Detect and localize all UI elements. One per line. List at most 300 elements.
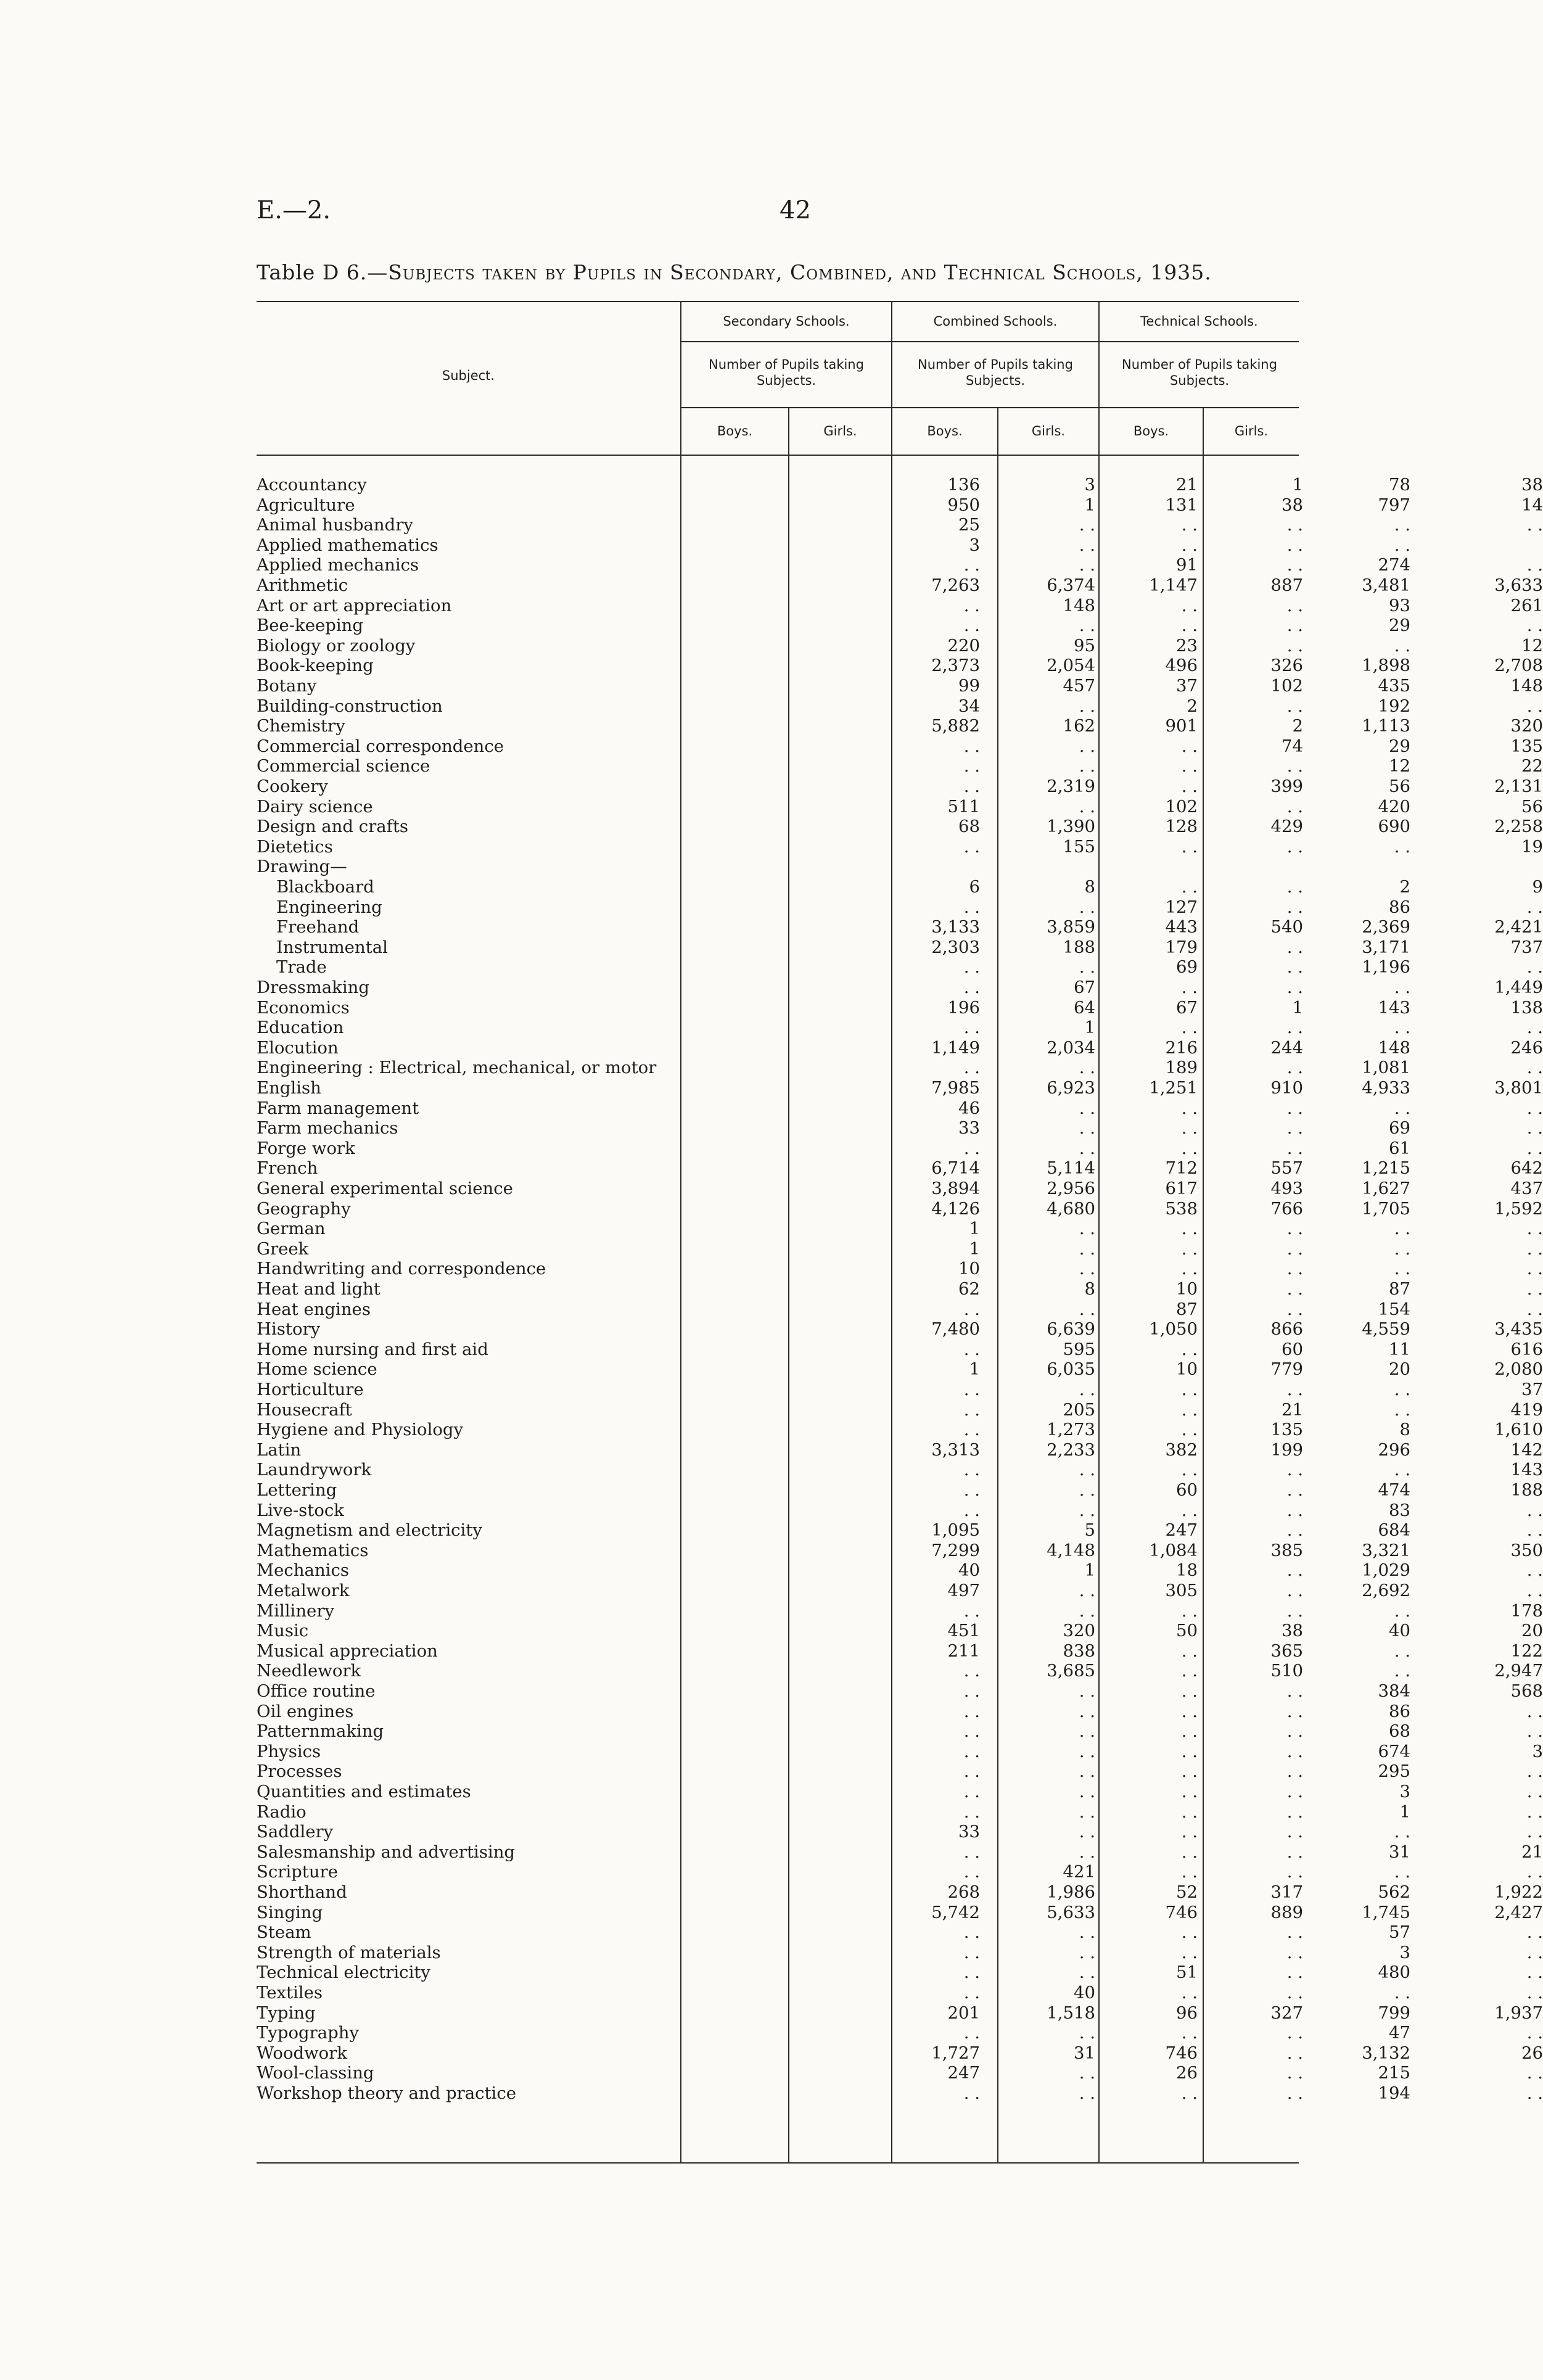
- value-cell: 3,321: [1362, 1540, 1410, 1560]
- value-cell: . .: [1079, 696, 1095, 716]
- value-cell: 474: [1378, 1480, 1410, 1500]
- subject-cell: Workshop theory and practice: [257, 2083, 517, 2103]
- value-cell: . .: [1394, 1862, 1410, 1882]
- table-row: [257, 1118, 1543, 1139]
- subject-cell: Saddlery: [257, 1822, 334, 1842]
- value-cell: 1: [1399, 1801, 1410, 1822]
- value-cell: 295: [1378, 1761, 1410, 1782]
- value-cell: . .: [1079, 1701, 1095, 1721]
- value-cell: . .: [1526, 1138, 1543, 1158]
- subject-cell: Book-keeping: [257, 656, 374, 676]
- value-cell: . .: [1526, 2023, 1543, 2043]
- subject-cell: Dietetics: [257, 836, 333, 857]
- value-cell: . .: [1286, 1460, 1303, 1480]
- value-cell: 1,251: [1149, 1078, 1198, 1098]
- header-sub-rule: [680, 407, 1299, 408]
- value-cell: . .: [1394, 978, 1410, 997]
- value-cell: . .: [1181, 1339, 1198, 1359]
- value-cell: 40: [958, 1560, 980, 1581]
- value-cell: . .: [1181, 1822, 1198, 1842]
- value-cell: . .: [1286, 1962, 1303, 1983]
- table-row: [257, 1359, 1543, 1380]
- value-cell: 3,685: [1047, 1661, 1095, 1681]
- subject-cell: Typography: [257, 2023, 360, 2043]
- table-row: [257, 555, 1543, 575]
- value-cell: 737: [1510, 937, 1543, 957]
- value-cell: 6,639: [1047, 1319, 1095, 1340]
- value-cell: 93: [1389, 595, 1410, 616]
- value-cell: . .: [1286, 1098, 1303, 1118]
- table-row: [257, 796, 1543, 817]
- value-cell: . .: [1286, 1681, 1303, 1701]
- value-cell: . .: [1526, 1761, 1543, 1782]
- value-cell: . .: [1286, 1018, 1303, 1038]
- value-cell: . .: [1526, 1520, 1543, 1541]
- value-cell: . .: [1394, 836, 1410, 857]
- value-cell: 1,029: [1362, 1560, 1410, 1581]
- value-cell: 4,148: [1047, 1540, 1095, 1560]
- value-cell: . .: [1526, 1962, 1543, 1983]
- subject-cell: Dairy science: [257, 796, 373, 817]
- value-cell: . .: [1181, 515, 1198, 535]
- value-cell: . .: [1394, 515, 1410, 535]
- header-group-rule: [680, 341, 1299, 342]
- value-cell: . .: [963, 1942, 980, 1962]
- table-row: [257, 1902, 1543, 1923]
- value-cell: 51: [1176, 1962, 1198, 1983]
- value-cell: 568: [1510, 1681, 1543, 1701]
- value-cell: 3,801: [1494, 1078, 1543, 1098]
- page-header: [257, 196, 1299, 239]
- value-cell: . .: [1079, 1259, 1095, 1279]
- value-cell: . .: [1181, 1983, 1198, 2003]
- value-cell: 1,986: [1047, 1882, 1095, 1902]
- value-cell: 901: [1165, 716, 1198, 736]
- table-row: [257, 1842, 1543, 1863]
- value-cell: 38: [1282, 495, 1303, 515]
- value-cell: 435: [1378, 676, 1410, 696]
- subject-cell: Design and crafts: [257, 817, 409, 837]
- value-cell: 746: [1165, 1902, 1198, 1922]
- value-cell: 56: [1521, 796, 1543, 817]
- value-cell: . .: [963, 957, 980, 978]
- value-cell: 1,084: [1149, 1540, 1198, 1560]
- value-cell: . .: [1079, 1600, 1095, 1621]
- value-cell: 67: [1074, 978, 1095, 997]
- value-cell: 102: [1165, 796, 1198, 817]
- value-cell: 21: [1521, 1842, 1543, 1862]
- subject-cell: General experimental science: [257, 1179, 513, 1198]
- table-row: [257, 1882, 1543, 1903]
- value-cell: 148: [1378, 1037, 1410, 1058]
- value-cell: 215: [1378, 2063, 1410, 2083]
- value-cell: . .: [963, 736, 980, 756]
- table-row: [257, 1621, 1543, 1641]
- subject-cell: Education: [257, 1018, 344, 1038]
- value-cell: . .: [963, 555, 980, 575]
- value-cell: 201: [947, 2003, 980, 2023]
- table-row: [257, 1138, 1543, 1159]
- value-cell: 83: [1389, 1500, 1410, 1520]
- table-row: [257, 1701, 1543, 1722]
- value-cell: 1,518: [1047, 2003, 1095, 2023]
- value-cell: 3,481: [1362, 575, 1410, 595]
- value-cell: . .: [1286, 2043, 1303, 2063]
- value-cell: 99: [958, 676, 980, 696]
- value-cell: . .: [1394, 1822, 1410, 1842]
- value-cell: 3,133: [931, 917, 980, 937]
- value-cell: 1,922: [1494, 1882, 1543, 1902]
- table-row: [257, 1460, 1543, 1480]
- value-cell: 2,034: [1047, 1037, 1095, 1058]
- page-reference: E.—2.: [257, 196, 331, 224]
- table-row: [257, 1942, 1543, 1963]
- value-cell: . .: [1286, 1801, 1303, 1822]
- value-cell: . .: [1286, 1862, 1303, 1882]
- table-row: [257, 495, 1543, 516]
- value-cell: . .: [1526, 616, 1543, 636]
- value-cell: 1: [1084, 495, 1095, 515]
- table-row: [257, 877, 1543, 897]
- value-cell: . .: [1181, 1661, 1198, 1681]
- table-row: [257, 1962, 1543, 1983]
- value-cell: . .: [1526, 1238, 1543, 1259]
- subject-cell: Singing: [257, 1902, 323, 1922]
- value-cell: 1,937: [1494, 2003, 1543, 2023]
- subject-cell: Musical appreciation: [257, 1641, 438, 1661]
- table-row: [257, 776, 1543, 797]
- value-cell: . .: [1286, 957, 1303, 978]
- value-cell: 96: [1176, 2003, 1198, 2023]
- value-cell: 18: [1176, 1560, 1198, 1581]
- value-cell: 326: [1270, 656, 1303, 676]
- value-cell: 10: [1176, 1279, 1198, 1299]
- value-cell: . .: [1079, 1942, 1095, 1962]
- table-row: [257, 756, 1543, 776]
- value-cell: 317: [1270, 1882, 1303, 1902]
- table-row: [257, 1983, 1543, 2003]
- table-row: [257, 1098, 1543, 1119]
- technical-boys-header: Boys.: [1133, 424, 1169, 439]
- value-cell: . .: [1181, 2083, 1198, 2103]
- subject-cell: Blackboard: [276, 877, 374, 897]
- subject-cell: Laundrywork: [257, 1460, 372, 1480]
- value-cell: . .: [1181, 1098, 1198, 1118]
- technical-girls-header: Girls.: [1234, 424, 1269, 439]
- table-row: [257, 978, 1543, 998]
- value-cell: . .: [1181, 1399, 1198, 1420]
- value-cell: 3,171: [1362, 937, 1410, 957]
- value-cell: 87: [1176, 1299, 1198, 1319]
- value-cell: . .: [1079, 515, 1095, 535]
- value-cell: . .: [1286, 1118, 1303, 1139]
- value-cell: 142: [1510, 1439, 1543, 1460]
- value-cell: 34: [958, 696, 980, 716]
- table-row: [257, 1299, 1543, 1320]
- value-cell: 4,126: [931, 1198, 980, 1219]
- value-cell: 216: [1165, 1037, 1198, 1058]
- value-cell: . .: [1394, 1018, 1410, 1038]
- value-cell: 86: [1389, 1701, 1410, 1721]
- value-cell: 684: [1378, 1520, 1410, 1541]
- value-cell: . .: [1286, 1238, 1303, 1259]
- value-cell: . .: [963, 776, 980, 796]
- value-cell: . .: [1286, 1922, 1303, 1943]
- value-cell: 244: [1270, 1037, 1303, 1058]
- value-cell: . .: [963, 2083, 980, 2103]
- value-cell: . .: [1526, 1058, 1543, 1078]
- value-cell: . .: [1181, 1380, 1198, 1399]
- value-cell: 779: [1270, 1359, 1303, 1380]
- table-row: [257, 1339, 1543, 1360]
- value-cell: . .: [963, 1782, 980, 1801]
- value-cell: . .: [1394, 1600, 1410, 1621]
- value-cell: . .: [1079, 1500, 1095, 1520]
- value-cell: . .: [1526, 1098, 1543, 1118]
- value-cell: 5: [1084, 1520, 1095, 1541]
- value-cell: 1: [1084, 1018, 1095, 1038]
- table-title-text: —Subjects taken by Pupils in Secondary, Combined, and Technical Schools, 1935.: [367, 260, 1212, 284]
- table-row: [257, 1600, 1543, 1621]
- table-row: [257, 1540, 1543, 1561]
- value-cell: 211: [947, 1641, 980, 1661]
- value-cell: 421: [1063, 1862, 1095, 1882]
- value-cell: 4,680: [1047, 1198, 1095, 1219]
- value-cell: 887: [1270, 575, 1303, 595]
- value-cell: . .: [963, 1741, 980, 1761]
- subject-cell: Instrumental: [276, 937, 388, 957]
- value-cell: 1,050: [1149, 1319, 1198, 1340]
- value-cell: 122: [1510, 1641, 1543, 1661]
- value-cell: 64: [1074, 997, 1095, 1018]
- subject-cell: Agriculture: [257, 495, 355, 515]
- value-cell: 143: [1510, 1460, 1543, 1480]
- value-cell: 451: [947, 1621, 980, 1641]
- value-cell: 61: [1389, 1138, 1410, 1158]
- value-cell: . .: [1526, 1862, 1543, 1882]
- value-cell: . .: [963, 1681, 980, 1701]
- table-row: [257, 1420, 1543, 1440]
- value-cell: . .: [1526, 1983, 1543, 2003]
- subject-cell: Salesmanship and advertising: [257, 1842, 516, 1862]
- value-cell: . .: [963, 836, 980, 857]
- value-cell: 746: [1165, 2043, 1198, 2063]
- value-cell: . .: [1526, 1822, 1543, 1842]
- value-cell: 2,708: [1494, 656, 1543, 676]
- value-cell: . .: [1286, 1380, 1303, 1399]
- table-row: [257, 1801, 1543, 1822]
- value-cell: . .: [1079, 2063, 1095, 2083]
- value-cell: . .: [963, 1460, 980, 1480]
- value-cell: . .: [1526, 957, 1543, 978]
- value-cell: 4,933: [1362, 1078, 1410, 1098]
- table-row: [257, 1380, 1543, 1400]
- value-cell: 25: [958, 515, 980, 535]
- value-cell: 320: [1063, 1621, 1095, 1641]
- value-cell: 6: [969, 877, 980, 897]
- value-cell: 148: [1510, 676, 1543, 696]
- value-cell: . .: [1286, 978, 1303, 997]
- value-cell: 86: [1389, 897, 1410, 917]
- value-cell: . .: [1079, 1962, 1095, 1983]
- value-cell: . .: [1286, 2063, 1303, 2083]
- value-cell: . .: [1286, 1520, 1303, 1541]
- value-cell: . .: [1526, 1279, 1543, 1299]
- table-row: [257, 1058, 1543, 1078]
- value-cell: 67: [1176, 997, 1198, 1018]
- value-cell: 46: [958, 1098, 980, 1118]
- value-cell: . .: [1394, 635, 1410, 656]
- value-cell: . .: [1079, 1922, 1095, 1943]
- value-cell: 60: [1282, 1339, 1303, 1359]
- value-cell: 12: [1521, 635, 1543, 656]
- value-cell: . .: [1079, 1741, 1095, 1761]
- page-number: 42: [780, 196, 811, 224]
- value-cell: 127: [1165, 897, 1198, 917]
- value-cell: . .: [1181, 1138, 1198, 1158]
- value-cell: . .: [1181, 1460, 1198, 1480]
- subject-cell: Greek: [257, 1238, 309, 1259]
- value-cell: 562: [1378, 1882, 1410, 1902]
- value-cell: . .: [963, 1862, 980, 1882]
- value-cell: . .: [1286, 756, 1303, 776]
- table-row: [257, 1158, 1543, 1179]
- value-cell: . .: [1286, 515, 1303, 535]
- subject-cell: Scripture: [257, 1862, 338, 1882]
- value-cell: . .: [1181, 1500, 1198, 1520]
- subject-cell: Magnetism and electricity: [257, 1520, 482, 1541]
- value-cell: 2,131: [1494, 776, 1543, 796]
- value-cell: 305: [1165, 1581, 1198, 1600]
- value-cell: . .: [1079, 756, 1095, 776]
- subject-cell: Farm management: [257, 1098, 419, 1118]
- value-cell: 838: [1063, 1641, 1095, 1661]
- subject-cell: Horticulture: [257, 1380, 364, 1399]
- value-cell: . .: [1181, 1259, 1198, 1279]
- table-row: [257, 736, 1543, 757]
- value-cell: 135: [1510, 736, 1543, 756]
- value-cell: . .: [1181, 1600, 1198, 1621]
- value-cell: 3,633: [1494, 575, 1543, 595]
- subject-cell: Trade: [276, 957, 327, 978]
- subject-cell: Radio: [257, 1801, 307, 1822]
- value-cell: 14: [1521, 495, 1543, 515]
- table-row: [257, 836, 1543, 857]
- secondary-schools-header: Secondary Schools.: [723, 314, 850, 329]
- value-cell: . .: [1181, 736, 1198, 756]
- value-cell: 188: [1510, 1480, 1543, 1500]
- value-cell: . .: [963, 1480, 980, 1500]
- value-cell: . .: [1181, 1420, 1198, 1440]
- value-cell: . .: [1526, 1701, 1543, 1721]
- value-cell: 511: [947, 796, 980, 817]
- value-cell: . .: [1394, 1460, 1410, 1480]
- value-cell: . .: [1286, 1782, 1303, 1801]
- value-cell: . .: [1394, 1219, 1410, 1239]
- value-cell: 3,132: [1362, 2043, 1410, 2063]
- value-cell: . .: [1286, 937, 1303, 957]
- top-rule: [257, 301, 1299, 302]
- value-cell: . .: [1526, 1299, 1543, 1319]
- table-row: [257, 1078, 1543, 1098]
- value-cell: 8: [1399, 1420, 1410, 1440]
- value-cell: 457: [1063, 676, 1095, 696]
- value-cell: 199: [1270, 1439, 1303, 1460]
- table-row: [257, 817, 1543, 837]
- table-row: [257, 917, 1543, 937]
- value-cell: 510: [1270, 1661, 1303, 1681]
- value-cell: 68: [958, 817, 980, 837]
- value-cell: . .: [1079, 1782, 1095, 1801]
- value-cell: 419: [1510, 1399, 1543, 1420]
- value-cell: . .: [1181, 2023, 1198, 2043]
- value-cell: . .: [1181, 1219, 1198, 1239]
- table-row: [257, 1198, 1543, 1219]
- table-row: [257, 2003, 1543, 2024]
- subject-cell: Processes: [257, 1761, 342, 1782]
- value-cell: 538: [1165, 1198, 1198, 1219]
- value-cell: . .: [1079, 1219, 1095, 1239]
- value-cell: . .: [1181, 1741, 1198, 1761]
- value-cell: 5,742: [931, 1902, 980, 1922]
- value-cell: 1: [1292, 997, 1303, 1018]
- subject-cell: Home science: [257, 1359, 377, 1380]
- value-cell: . .: [1526, 696, 1543, 716]
- value-cell: 7,299: [931, 1540, 980, 1560]
- value-cell: 6,923: [1047, 1078, 1095, 1098]
- value-cell: 178: [1510, 1600, 1543, 1621]
- value-cell: 68: [1389, 1721, 1410, 1742]
- value-cell: 38: [1521, 475, 1543, 495]
- value-cell: . .: [1526, 515, 1543, 535]
- value-cell: . .: [1286, 1299, 1303, 1319]
- value-cell: . .: [963, 1661, 980, 1681]
- subject-cell: Drawing—: [257, 857, 347, 877]
- value-cell: . .: [1079, 616, 1095, 636]
- value-cell: . .: [1394, 1238, 1410, 1259]
- value-cell: . .: [1079, 796, 1095, 817]
- value-cell: 1,745: [1362, 1902, 1410, 1922]
- value-cell: . .: [1181, 776, 1198, 796]
- value-cell: . .: [1394, 1399, 1410, 1420]
- value-cell: 382: [1165, 1439, 1198, 1460]
- value-cell: 480: [1378, 1962, 1410, 1983]
- value-cell: . .: [1079, 2023, 1095, 2043]
- value-cell: 5,633: [1047, 1902, 1095, 1922]
- value-cell: . .: [1079, 1681, 1095, 1701]
- value-cell: . .: [1286, 1480, 1303, 1500]
- value-cell: 205: [1063, 1399, 1095, 1420]
- value-cell: . .: [963, 1842, 980, 1862]
- subject-cell: Hygiene and Physiology: [257, 1420, 464, 1440]
- subject-cell: Engineering: [276, 897, 382, 917]
- subject-cell: Botany: [257, 676, 317, 696]
- table-row: [257, 1500, 1543, 1521]
- value-cell: 3,435: [1494, 1319, 1543, 1340]
- value-cell: 31: [1074, 2043, 1095, 2063]
- value-cell: 194: [1378, 2083, 1410, 2103]
- value-cell: . .: [963, 897, 980, 917]
- value-cell: 766: [1270, 1198, 1303, 1219]
- value-cell: 2,956: [1047, 1179, 1095, 1198]
- table-row: [257, 1279, 1543, 1299]
- value-cell: . .: [963, 1339, 980, 1359]
- subject-cell: Office routine: [257, 1681, 376, 1701]
- value-cell: 350: [1510, 1540, 1543, 1560]
- value-cell: 1,390: [1047, 817, 1095, 837]
- value-cell: 196: [947, 997, 980, 1018]
- subject-cell: Home nursing and first aid: [257, 1339, 488, 1359]
